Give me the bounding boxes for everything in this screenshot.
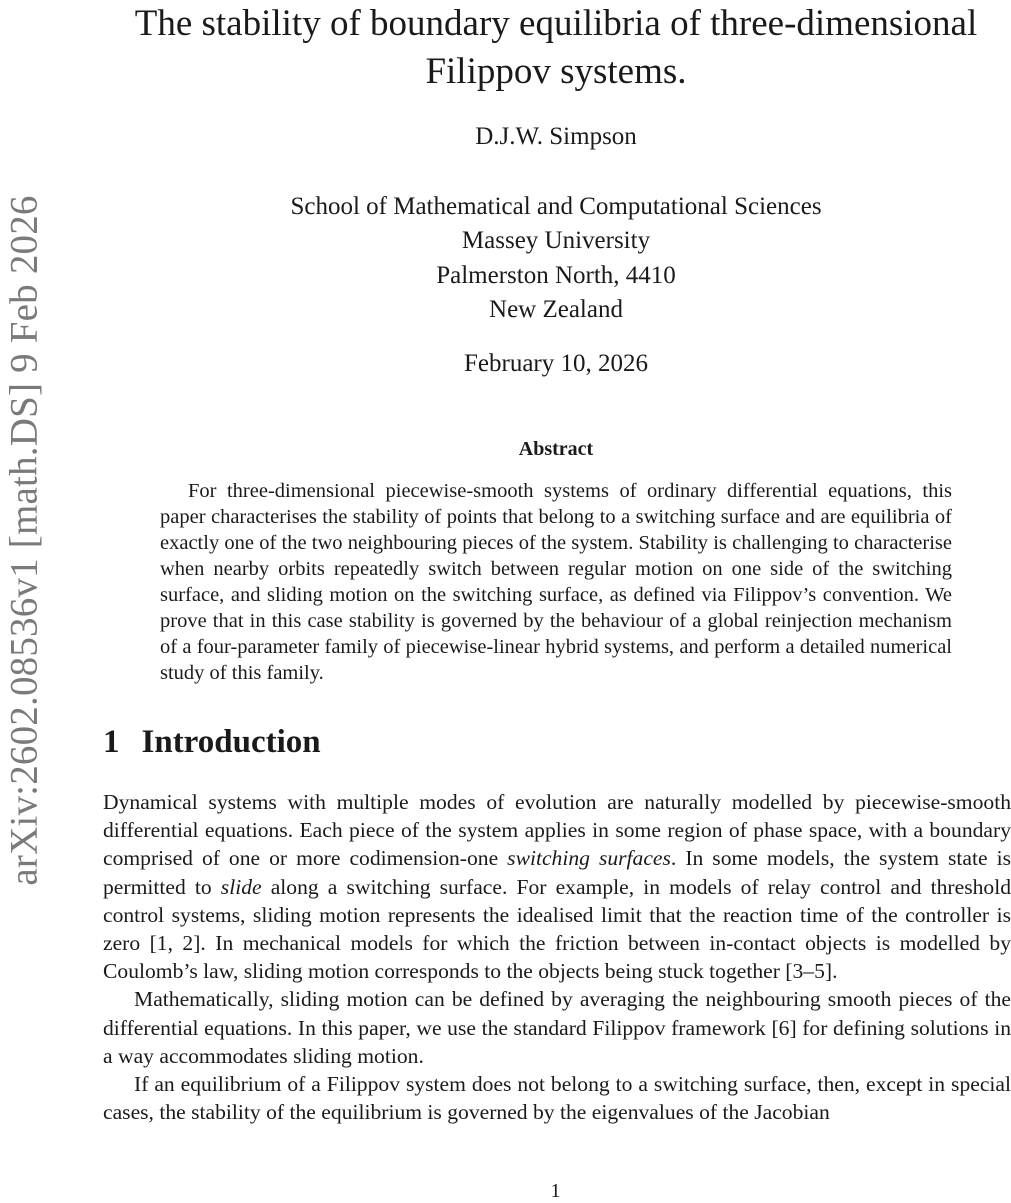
title-line-2: Filippov systems. — [425, 51, 687, 92]
paper-title — [80, 0, 1011, 96]
paragraph-1-part-c: along a switching surface. For example, in models of relay control and threshold control systems, sliding motion represents the idealised limit that the reaction time of the controller is zero [1, 2]. In mechanical models for which the friction between in-contact objects is modelled by Coulomb’s law, sliding motion corresponds to the objects being stuck together [3–5]. — [103, 874, 1011, 984]
date: February 10, 2026 — [464, 350, 648, 377]
affiliation-line-2: Massey University — [461, 227, 651, 254]
emphasis-switching-surfaces: switching surfaces — [507, 846, 671, 871]
author: D.J.W. Simpson — [475, 123, 637, 150]
paragraph-2: Mathematically, sliding motion can be defined by averaging the neighbouring smooth pieces of the differential equations. In this paper, we use the standard Filippov framework [6] for defining solutions in a way accommodates sliding motion. — [103, 987, 1011, 1068]
paragraph-1-part-b: . In some models, the system state is permitted to — [103, 846, 1011, 899]
arxiv-stamp — [2, 190, 46, 890]
affiliation-line-1: School of Mathematical and Computational Sciences — [290, 193, 822, 220]
paragraph-1 — [103, 788, 1011, 985]
abstract-heading: Abstract — [518, 438, 594, 460]
paragraph-1-part-a: Dynamical systems with multiple modes of evolution are naturally modelled by piecewise-smooth differential equations. Each piece of the system applies in some region of phase space, with a boundary comprised of one or more codimension-one — [103, 790, 1011, 871]
section-number: 1 — [103, 724, 120, 760]
section-heading — [103, 724, 321, 761]
page-number: 1 — [550, 1180, 561, 1202]
affiliation-line-4: New Zealand — [489, 296, 623, 323]
abstract-text: For three-dimensional piecewise-smooth systems of ordinary differential equations, this paper characterises the stability of points that belong to a switching surface and are equilibria of exactly one of the two neighbouring pieces of the system. Stability is challenging to characterise when nearby orbits repeatedly switch between regular motion on one side of the switching surface, and sliding motion on the switching surface, as defined via Filippov’s convention. We prove that in this case stability is governed by the behaviour of a global reinjection mechanism of a four-parameter family of piecewise-linear hybrid systems, and perform a detailed numerical study of this family. — [160, 480, 952, 684]
paragraph-3: If an equilibrium of a Filippov system does not belong to a switching surface, then, except in special cases, the stability of the equilibrium is governed by the eigenvalues of the Jacobian — [103, 1072, 1011, 1125]
affiliation-line-3: Palmerston North, 4410 — [436, 262, 676, 289]
title-line-1: The stability of boundary equilibria of three-dimensional — [134, 3, 978, 44]
emphasis-slide: slide — [220, 874, 262, 899]
section-title: Introduction — [141, 724, 321, 760]
arxiv-identifier[interactable]: arXiv:2602.08536v1 [math.DS] 9 Feb 2026 — [2, 194, 46, 886]
introduction-body — [103, 788, 1011, 1126]
